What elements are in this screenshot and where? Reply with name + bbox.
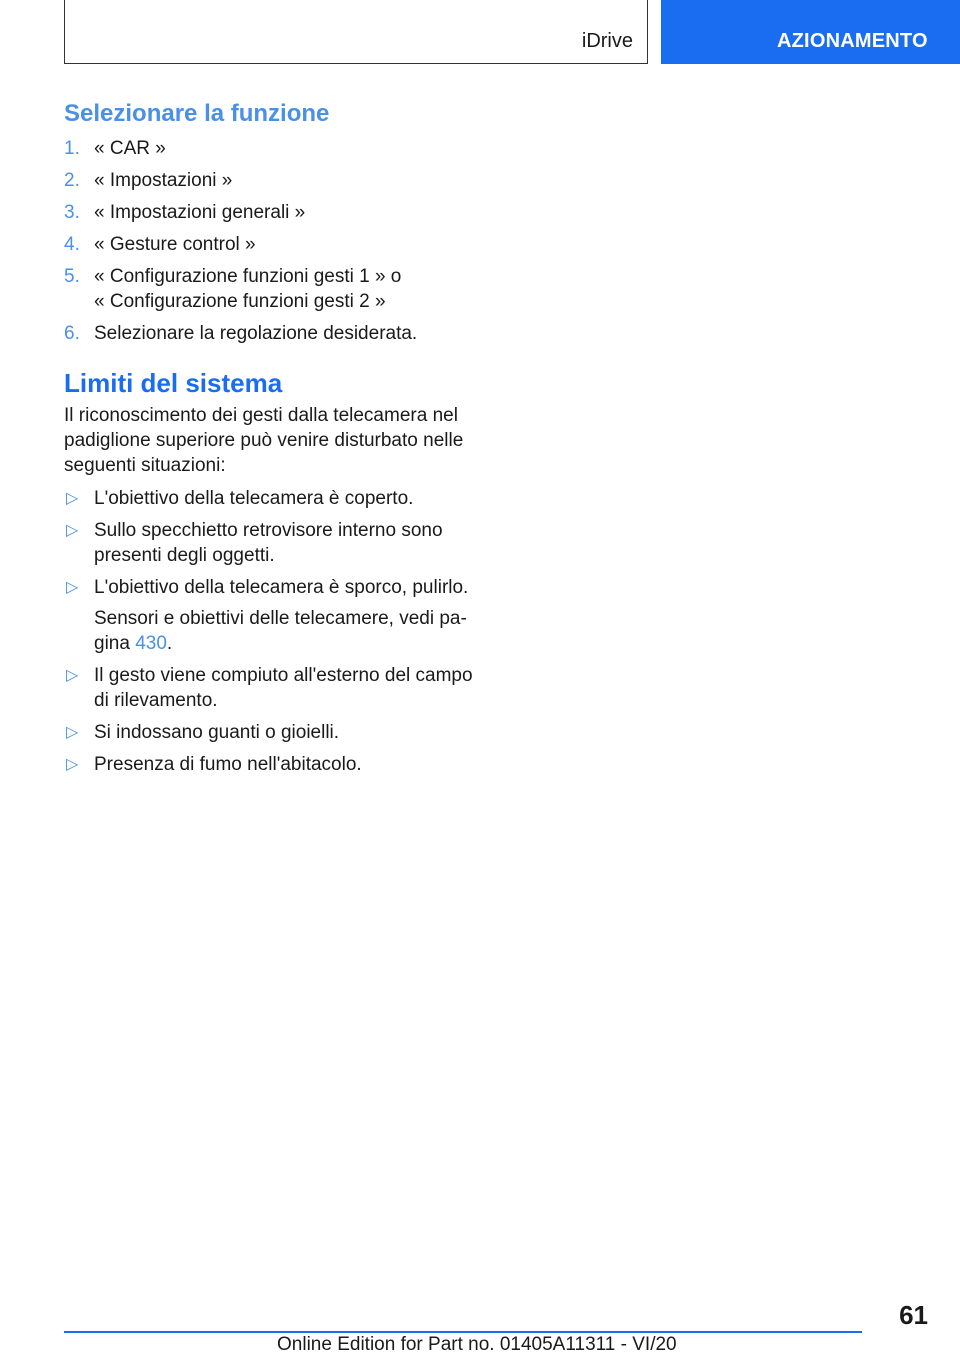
step-item (64, 232, 484, 257)
limit-item (64, 663, 484, 713)
step-text-continued: « Configurazione funzioni gesti 2 » (94, 291, 386, 312)
step-number: 5. (64, 266, 80, 287)
system-limits-heading: Limiti del sistema (64, 368, 283, 398)
step-number: 4. (64, 234, 80, 255)
step-text: « Impostazioni » (94, 170, 233, 191)
step-number: 2. (64, 170, 80, 191)
cross-reference-end: . (166, 633, 173, 654)
triangle-bullet-icon: ▷ (66, 667, 79, 684)
limit-item (64, 752, 484, 777)
triangle-bullet-icon: ▷ (66, 522, 79, 539)
limit-text: L'obiettivo della telecamera è sporco, pulirlo. (94, 577, 469, 598)
limit-text: Presenza di fumo nell'abitacolo. (94, 754, 362, 775)
step-item (64, 168, 484, 193)
limit-text: Si indossano guanti o gioielli. (94, 722, 340, 743)
limit-text: Sullo specchietto retrovisore interno sono presenti degli oggetti. (94, 520, 443, 566)
step-number: 3. (64, 202, 80, 223)
limit-item (64, 518, 484, 568)
limit-cross-reference (94, 606, 484, 656)
step-text: Selezionare la regolazione desiderata. (94, 323, 418, 344)
select-function-heading: Selezionare la funzione (64, 100, 330, 127)
steps-list (64, 136, 484, 346)
triangle-bullet-icon: ▷ (66, 490, 79, 507)
header-chapter-title: AZIONAMENTO (661, 0, 960, 64)
limit-item (64, 575, 484, 656)
step-item (64, 200, 484, 225)
cross-reference-text: Sensori e obiettivi delle telecamere, vedi pa‐gina (94, 608, 467, 654)
step-item (64, 264, 484, 314)
step-text: « CAR » (94, 138, 166, 159)
page-link[interactable]: 430 (135, 633, 167, 654)
step-number: 1. (64, 138, 80, 159)
limits-list (64, 486, 484, 777)
step-text: « Gesture control » (94, 234, 256, 255)
page-content (64, 100, 484, 784)
footer-edition: Online Edition for Part no. 01405A11311 - VI/20 (277, 1334, 677, 1355)
step-item (64, 136, 484, 161)
limit-item (64, 486, 484, 511)
limit-text: L'obiettivo della telecamera è coperto. (94, 488, 414, 509)
step-text: « Impostazioni generali » (94, 202, 306, 223)
header-section-title: iDrive (581, 30, 633, 52)
triangle-bullet-icon: ▷ (66, 724, 79, 741)
footer-divider (64, 1331, 862, 1333)
step-number: 6. (64, 323, 80, 344)
system-limits-intro: Il riconoscimento dei gesti dalla telecamera nel padiglione superiore può venire disturbato nelle seguenti situazioni: (64, 405, 464, 476)
step-text: « Configurazione funzioni gesti 1 » o (94, 266, 402, 287)
limit-text: Il gesto viene compiuto all'esterno del campo di rilevamento. (94, 665, 473, 711)
page-number: 61 (899, 1300, 928, 1330)
triangle-bullet-icon: ▷ (66, 756, 79, 773)
limit-item (64, 720, 484, 745)
triangle-bullet-icon: ▷ (66, 579, 79, 596)
step-item (64, 321, 484, 346)
header-frame (64, 0, 648, 64)
